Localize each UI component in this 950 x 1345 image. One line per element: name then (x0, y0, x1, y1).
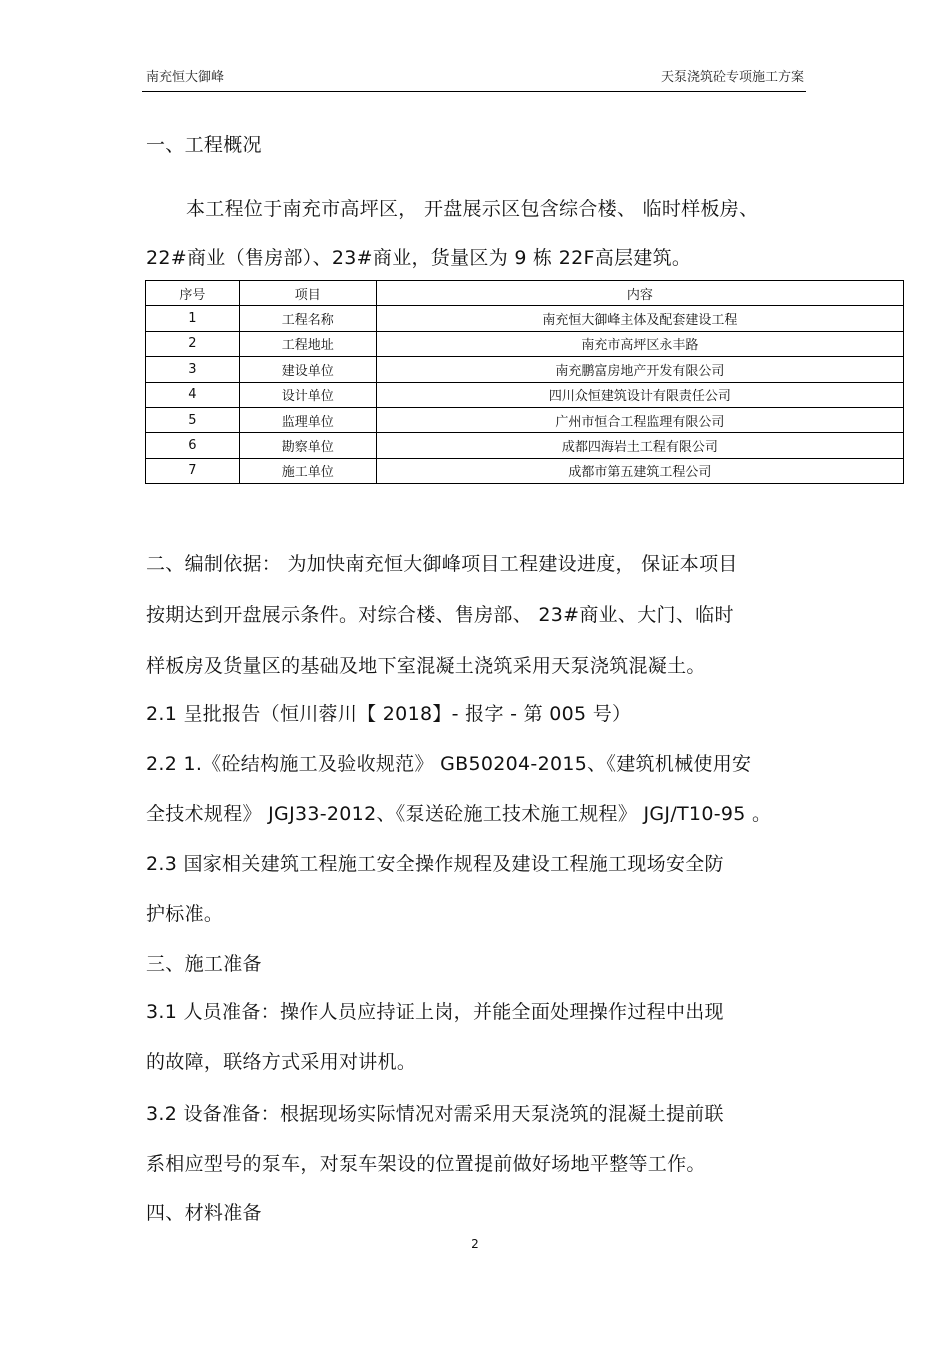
cell-item: 监理单位 (239, 407, 376, 432)
section4-title: 四、材料准备 (146, 1202, 262, 1224)
section3-title: 三、施工准备 (146, 953, 262, 975)
section1-paragraph-line2: 22#商业（售房部）、23#商业，货量区为 9 栋 22F高层建筑。 (146, 247, 692, 269)
header-divider (142, 91, 806, 92)
header-cell-item: 项目 (239, 281, 376, 306)
cell-content: 南充市高坪区永丰路 (376, 331, 903, 356)
cell-item: 勘察单位 (239, 433, 376, 458)
table-row (146, 433, 904, 458)
cell-index: 4 (146, 382, 240, 407)
cell-content: 成都四海岩土工程有限公司 (376, 433, 903, 458)
cell-index: 7 (146, 458, 240, 483)
cell-item: 设计单位 (239, 382, 376, 407)
project-info-table (145, 280, 904, 484)
section2-line1: 二、编制依据： 为加快南充恒大御峰项目工程建设进度， 保证本项目 (146, 553, 738, 575)
header-cell-content: 内容 (376, 281, 903, 306)
table-row (146, 357, 904, 382)
table-row (146, 458, 904, 483)
cell-index: 1 (146, 306, 240, 331)
cell-item: 工程名称 (239, 306, 376, 331)
page-number: 2 (471, 1237, 479, 1251)
table-row (146, 331, 904, 356)
header-left-project-name: 南充恒大御峰 (146, 70, 225, 85)
table-row (146, 382, 904, 407)
item-2-2-line2: 全技术规程》 JGJ33-2012、《泵送砼施工技术施工规程》 JGJ/T10-95 。 (146, 803, 772, 825)
cell-index: 5 (146, 407, 240, 432)
cell-item: 工程地址 (239, 331, 376, 356)
section1-paragraph-line1: 本工程位于南充市高坪区， 开盘展示区包含综合楼、 临时样板房、 (186, 198, 759, 220)
cell-content: 广州市恒合工程监理有限公司 (376, 407, 903, 432)
item-3-2-line1: 3.2 设备准备：根据现场实际情况对需采用天泵浇筑的混凝土提前联 (146, 1103, 724, 1125)
item-2-3-line1: 2.3 国家相关建筑工程施工安全操作规程及建设工程施工现场安全防 (146, 853, 724, 875)
cell-content: 四川众恒建筑设计有限责任公司 (376, 382, 903, 407)
cell-index: 6 (146, 433, 240, 458)
cell-item: 建设单位 (239, 357, 376, 382)
cell-item: 施工单位 (239, 458, 376, 483)
cell-content: 南充恒大御峰主体及配套建设工程 (376, 306, 903, 331)
item-3-1-line1: 3.1 人员准备：操作人员应持证上岗，并能全面处理操作过程中出现 (146, 1001, 724, 1023)
cell-content: 成都市第五建筑工程公司 (376, 458, 903, 483)
header-cell-index: 序号 (146, 281, 240, 306)
table-row (146, 407, 904, 432)
cell-content: 南充鹏富房地产开发有限公司 (376, 357, 903, 382)
item-3-2-line2: 系相应型号的泵车，对泵车架设的位置提前做好场地平整等工作。 (146, 1153, 706, 1175)
table-header-row (146, 281, 904, 306)
item-3-1-line2: 的故障，联络方式采用对讲机。 (146, 1051, 417, 1073)
section2-line2: 按期达到开盘展示条件。对综合楼、售房部、 23#商业、大门、临时 (146, 604, 734, 626)
item-2-3-line2: 护标准。 (146, 903, 224, 925)
cell-index: 2 (146, 331, 240, 356)
item-2-1: 2.1 呈批报告（恒川蓉川【 2018】- 报字 - 第 005 号） (146, 703, 632, 725)
cell-index: 3 (146, 357, 240, 382)
section1-title: 一、工程概况 (146, 134, 262, 156)
section2-line3: 样板房及货量区的基础及地下室混凝土浇筑采用天泵浇筑混凝土。 (146, 655, 706, 677)
item-2-2-line1: 2.2 1.《砼结构施工及验收规范》 GB50204-2015、《建筑机械使用安 (146, 753, 752, 775)
table-row (146, 306, 904, 331)
header-right-doc-title: 天泵浇筑砼专项施工方案 (660, 70, 804, 85)
